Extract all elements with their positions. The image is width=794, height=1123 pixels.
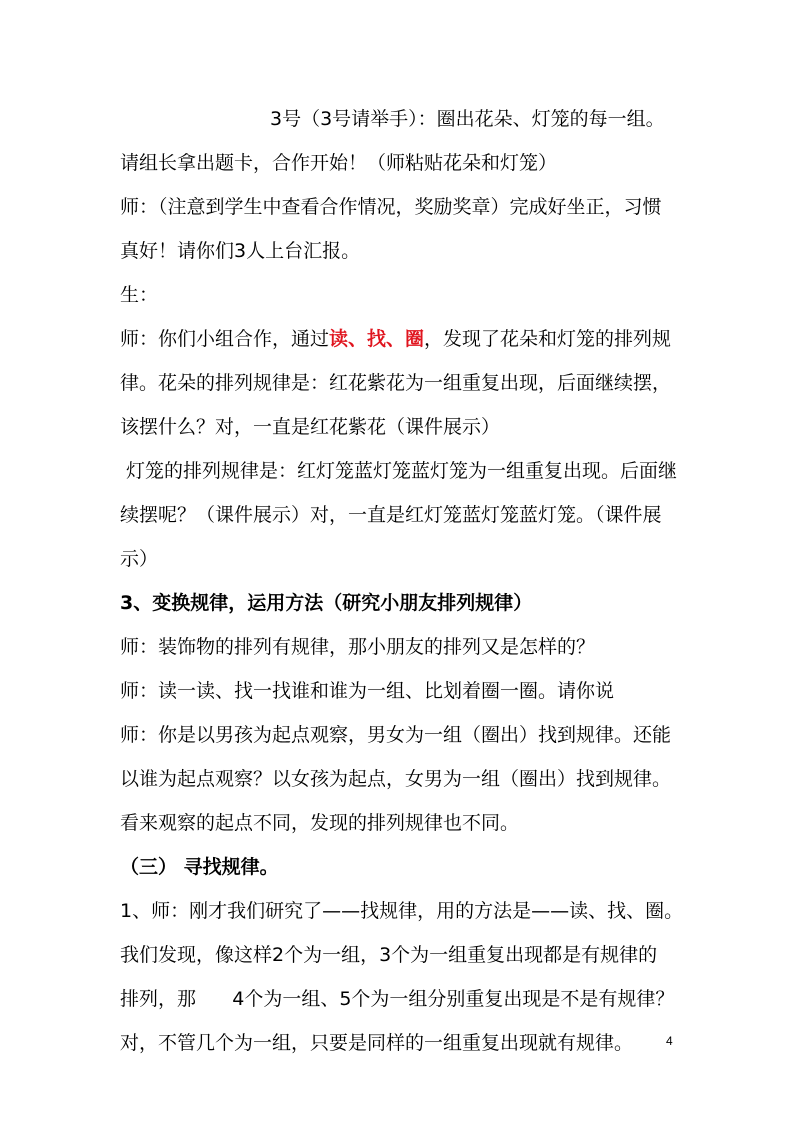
text-line-7: 律。花朵的排列规律是：红花紫花为一组重复出现，后面继续摆， — [120, 372, 672, 394]
text-line-3: 师：（注意到学生中查看合作情况，奖励奖章）完成好坐正，习惯 — [120, 196, 662, 218]
text-line-15: 师：你是以男孩为起点观察，男女为一组（圈出）找到规律。还能 — [120, 724, 672, 746]
text-line-6 — [120, 327, 671, 351]
text-line-5: 生： — [120, 284, 159, 306]
text-line-6-after: ，发现了花朵和灯笼的排列规 — [424, 328, 672, 350]
text-line-6-before: 师：你们小组合作，通过 — [120, 328, 330, 350]
text-line-8: 该摆什么？对，一直是红花紫花（课件展示） — [120, 416, 501, 438]
text-line-2: 请组长拿出题卡，合作开始！（师粘贴花朵和灯笼） — [120, 152, 558, 174]
section-heading-3: 3、变换规律，运用方法（研究小朋友排列规律） — [120, 592, 533, 614]
page-number: 4 — [666, 1034, 673, 1048]
text-line-22: 对，不管几个为一组，只要是同样的一组重复出现就有规律。 — [120, 1032, 634, 1054]
text-line-17: 看来观察的起点不同，发现的排列规律也不同。 — [120, 812, 520, 834]
text-line-21: 排列，那 4个为一组、5个为一组分别重复出现是不是有规律？ — [120, 988, 675, 1010]
text-line-11: 示） — [120, 548, 159, 570]
text-line-10: 续摆呢？（课件展示）对，一直是红灯笼蓝灯笼蓝灯笼。（课件展 — [120, 504, 662, 526]
text-line-20: 我们发现，像这样2个为一组，3个为一组重复出现都是有规律的 — [120, 944, 658, 966]
section-heading-san: （三） 寻找规律。 — [120, 856, 279, 878]
text-line-4: 真好！请你们3人上台汇报。 — [120, 240, 361, 262]
text-line-16: 以谁为起点观察？以女孩为起点，女男为一组（圈出）找到规律。 — [120, 768, 672, 790]
text-line-9: 灯笼的排列规律是：红灯笼蓝灯笼蓝灯笼为一组重复出现。后面继 — [126, 460, 678, 482]
text-line-19: 1、师：刚才我们研究了——找规律，用的方法是——读、找、圈。 — [120, 900, 684, 922]
text-line-14: 师：读一读、找一找谁和谁为一组、比划着圈一圈。请你说 — [120, 680, 615, 702]
text-line-13: 师：装饰物的排列有规律，那小朋友的排列又是怎样的？ — [120, 636, 596, 658]
highlight-text: 读、找、圈 — [329, 328, 425, 350]
text-line-1: 3号（3号请举手）：圈出花朵、灯笼的每一组。 — [270, 108, 665, 130]
